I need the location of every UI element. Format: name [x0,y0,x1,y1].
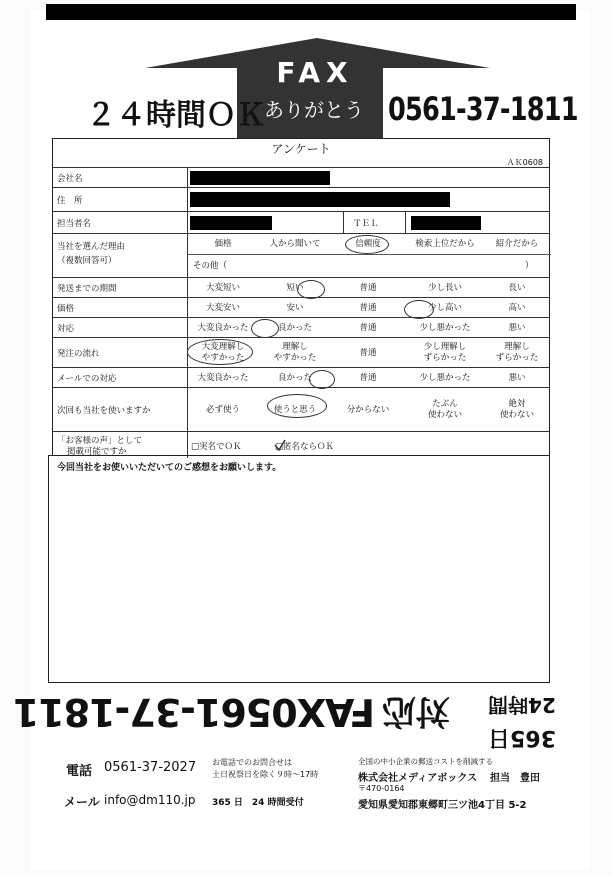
rating-option: 大変短い [205,282,240,293]
voice-option-anonymous: □匿名ならＯＫ [275,442,335,452]
fax-arrow-label: FAX [276,56,354,89]
address-label: 住 所 [57,196,83,206]
reason-option: 人から聞いて [269,239,321,249]
rating-option: 絶対 使わない [499,399,534,420]
footer-mail-label: メール [64,795,100,809]
contact-label: 担当者名 [57,219,92,229]
footer-company: 株式会社メディアボックス [358,773,478,784]
reason-label: 当社を選んだ理由 [57,242,126,252]
footer-taiou-upside-down: 対応 [382,691,450,731]
rating-row [53,387,549,432]
rating-option: 普通 [359,372,377,383]
rating-row [53,277,549,298]
comment-prompt: 今回当社をお使いいただいてのご感想をお願いします。 [57,463,282,473]
rating-option: 普通 [359,282,377,293]
survey-title: アンケート [271,142,331,156]
footer-zip: 〒470-0164 [358,784,405,793]
rating-option: 理解し やすかった [273,342,317,363]
voice-row [53,431,549,458]
answer-circle [267,394,327,418]
rating-row-label: 発注の流れ [57,349,100,359]
reason-note: （複数回答可） [57,256,117,266]
voice-label-2: 掲載可能ですか [67,447,127,457]
tel-label: ＴＥＬ [353,219,379,229]
rating-option: 大変理解し やすかった [201,342,245,363]
reason-row [53,233,549,278]
tel-redaction [411,216,481,230]
rating-option: 少し長い [427,282,462,293]
rating-option: 長い [508,282,526,293]
answer-circle [251,319,279,338]
rating-option: 必ず使う [205,404,240,415]
rating-option: 普通 [359,302,377,313]
rating-row [53,337,549,368]
rating-option: 少し悪かった [419,372,471,383]
rating-option: 短い [286,282,304,293]
rating-option: 悪い [508,322,526,333]
company-label: 会社名 [57,174,83,184]
fax-arrow-sub: ありがとう [264,98,364,122]
rating-option: 高い [508,302,526,313]
rating-row-label: 発送までの期間 [57,284,117,294]
rating-option: 悪い [508,372,526,383]
contact-redaction [190,216,272,230]
rating-row-label: 次回も当社を使いますか [57,406,151,416]
rating-option: 大変良かった [197,372,249,383]
footer-tagline: 全国の中小企業の郵送コストを削減する [358,757,493,766]
address-row [53,187,549,212]
reason-option: 価格 [214,239,232,249]
rating-option: 良かった [277,372,312,383]
address-redaction [190,192,450,207]
contact-row [53,211,549,234]
reason-answer-circle [345,235,389,254]
reason-other: その他（ [193,261,228,271]
header-fax-number: 0561-37-1811 [388,90,578,128]
footer-fax-number-upside-down: FAX0561-37-1811 [13,690,375,734]
comment-box [48,455,550,683]
voice-check-mark [273,438,287,452]
company-redaction [190,171,330,185]
reason-other-close: ） [525,261,534,271]
footer-address: 愛知県愛知郡東郷町三ツ池4丁目 5-2 [358,800,527,811]
reason-option: 信頼度 [355,239,381,249]
rating-option: 使うと思う [273,404,317,415]
rating-option: 大変安い [205,302,240,313]
rating-row [53,367,549,388]
survey-table [52,138,550,456]
answer-circle [187,339,253,365]
footer-365-upside-down: 365日 [488,725,556,750]
rating-option: たぶん 使わない [427,399,462,420]
rating-row [53,317,549,338]
rating-option: 安い [286,302,304,313]
rating-option: 普通 [359,322,377,333]
footer-phone: 0561-37-2027 [104,760,197,775]
rating-option: 少し高い [427,302,462,313]
header-24h-ok: ２４時間ＯＫ [86,98,266,133]
footer-phone-note-1: お電話でのお問合せは [212,758,292,767]
rating-option: 少し理解し ずらかった [423,342,467,363]
rating-option: 少し悪かった [419,322,471,333]
survey-code: ＡＫ0608 [506,158,543,167]
footer-phone-note-2: 土日祝祭日を除く９時〜17時 [212,770,319,779]
rating-option: 普通 [359,347,377,358]
top-redaction-bar [46,4,576,20]
rating-row [53,297,549,318]
footer-person: 担当 豊田 [490,773,540,784]
rating-option: 大変良かった [197,322,249,333]
rating-option: 分からない [346,404,390,415]
footer-24h-upside-down: 24時間 [488,693,556,717]
rating-row-label: メールでの対応 [57,374,117,384]
reason-option: 検索上位だから [415,239,475,249]
reason-option: 紹介だから [495,239,539,249]
rating-option: 理解し ずらかった [495,342,539,363]
voice-option-real-name: □実名でＯＫ [191,442,242,452]
rating-row-label: 対応 [57,324,75,334]
rating-option: 良かった [277,322,312,333]
footer-mail: info@dm110.jp [104,793,196,807]
footer-mail-note: 365 日 24 時間受付 [212,798,304,808]
rating-row-label: 価格 [57,304,75,314]
company-row [53,167,549,188]
voice-label-1: 「お客様の声」として [57,436,143,446]
footer-phone-label: 電話 [66,764,93,779]
